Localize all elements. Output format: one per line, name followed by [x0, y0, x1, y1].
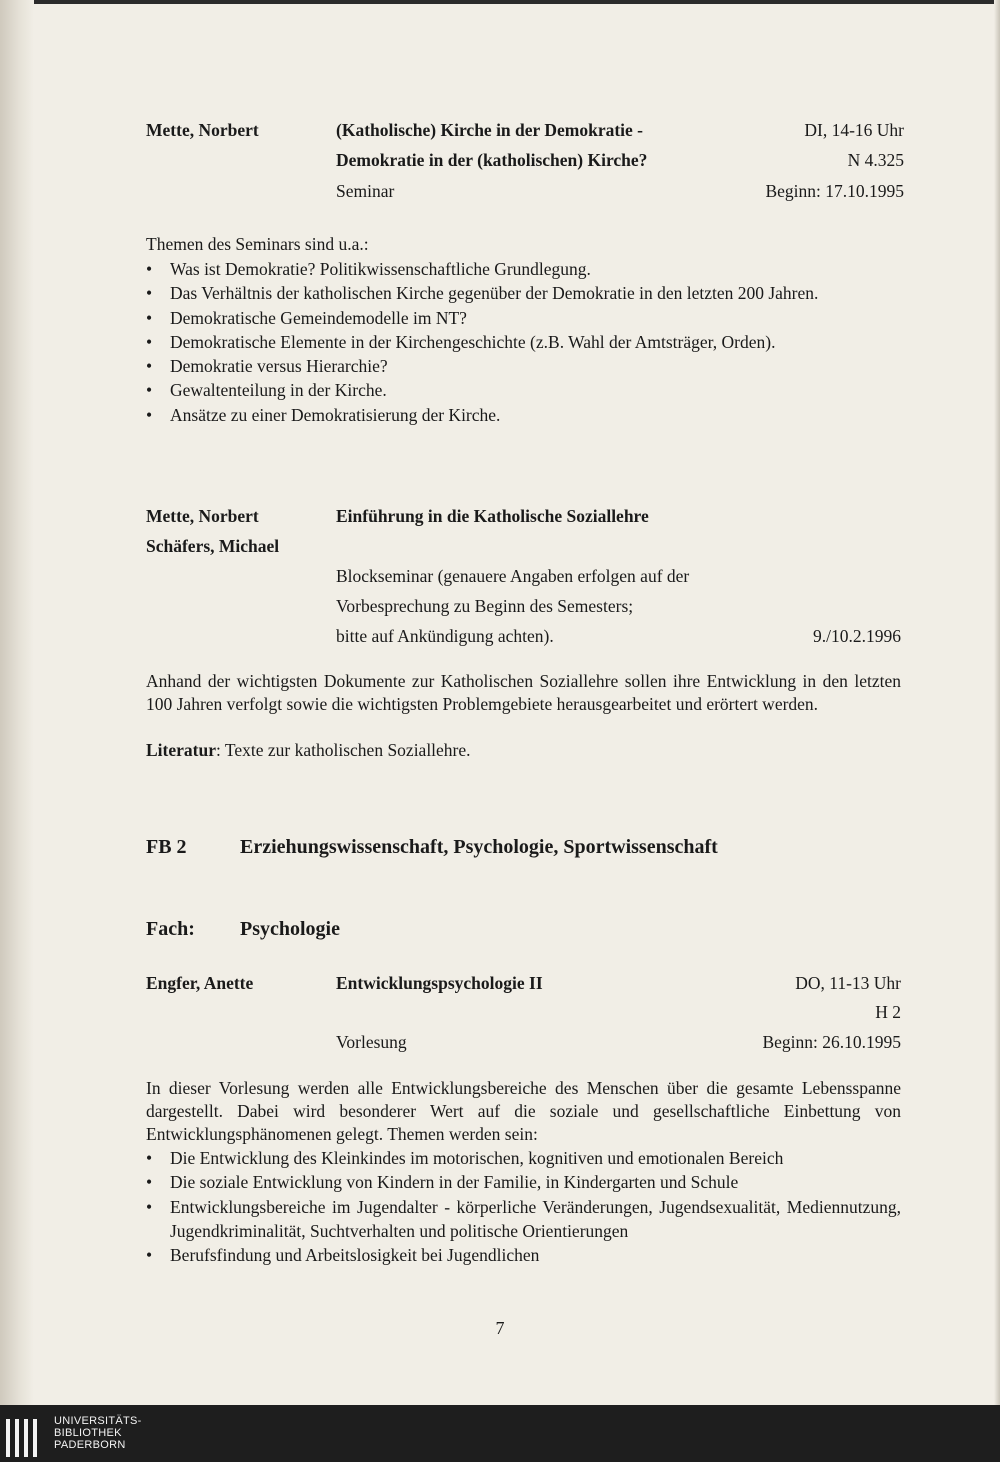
list-item: • Das Verhältnis der katholischen Kirche gegenüber der Demokratie in den letzten 200 Jahren.	[146, 281, 901, 305]
library-name-line1: UNIVERSITÄTS-	[54, 1415, 142, 1427]
list-item: • Ansätze zu einer Demokratisierung der Kirche.	[146, 403, 901, 427]
course1-title-line2: Demokratie in der (katholischen) Kirche?	[336, 150, 648, 170]
literature-label: Literatur	[146, 740, 216, 760]
list-item: • Entwicklungsbereiche im Jugendalter - körperliche Veränderungen, Jugendsexualität, Mediennutzung, Jugendkriminalität, Suchtverhalten und politische Orientierungen	[146, 1195, 901, 1244]
library-footer	[0, 1405, 1000, 1462]
course3-time: DO, 11-13 Uhr	[795, 973, 901, 993]
course3-lecturer: Engfer, Anette	[146, 973, 254, 993]
list-item: • Die soziale Entwicklung von Kindern in der Familie, in Kindergarten und Schule	[146, 1170, 901, 1194]
course2-info-line1: Blockseminar (genauere Angaben erfolgen auf der	[336, 566, 690, 586]
list-item: • Was ist Demokratie? Politikwissenschaftliche Grundlegung.	[146, 257, 901, 281]
binding-shadow	[0, 0, 34, 1405]
course1-room: N 4.325	[847, 150, 904, 170]
course1-intro: Themen des Seminars sind u.a.:	[146, 234, 369, 254]
course2-info-line3: bitte auf Ankündigung achten).	[336, 626, 554, 646]
course2-info-line2: Vorbesprechung zu Beginn des Semesters;	[336, 596, 634, 616]
course2-dates: 9./10.2.1996	[813, 626, 901, 646]
page-number: 7	[495, 1318, 505, 1338]
course3-topic-list	[146, 1146, 901, 1267]
course1-start: Beginn: 17.10.1995	[765, 181, 904, 201]
course1-time: DI, 14-16 Uhr	[804, 120, 904, 140]
list-item: • Gewaltenteilung in der Kirche.	[146, 378, 901, 402]
list-item: • Demokratische Gemeindemodelle im NT?	[146, 306, 901, 330]
list-item: • Die Entwicklung des Kleinkindes im motorischen, kognitiven und emotionalen Bereich	[146, 1146, 901, 1170]
course3-type: Vorlesung	[336, 1032, 407, 1052]
course1-lecturer: Mette, Norbert	[146, 120, 259, 140]
top-edge	[0, 0, 1000, 4]
subject-name: Psychologie	[240, 918, 340, 940]
course2-description: Anhand der wichtigsten Dokumente zur Katholischen Soziallehre sollen ihre Entwicklung in den letzten 100 Jahren verfolgt sowie die wichtigsten Problemgebiete herausgearbeitet und erörtert werden.	[146, 671, 901, 714]
section-title: Erziehungswissenschaft, Psychologie, Sportwissenschaft	[240, 836, 718, 858]
course1-topic-list	[146, 257, 901, 427]
library-name-line3: PADERBORN	[54, 1439, 126, 1451]
course2-literature	[146, 738, 471, 762]
course3-start: Beginn: 26.10.1995	[762, 1032, 901, 1052]
course3-room: H 2	[875, 1002, 901, 1022]
list-item: • Demokratie versus Hierarchie?	[146, 354, 901, 378]
library-name	[54, 1415, 142, 1451]
literature-text: : Texte zur katholischen Soziallehre.	[215, 740, 471, 760]
list-item: • Demokratische Elemente in der Kirchengeschichte (z.B. Wahl der Amtsträger, Orden).	[146, 330, 901, 354]
section-code: FB 2	[146, 836, 187, 858]
course1-title-line1: (Katholische) Kirche in der Demokratie -	[336, 120, 644, 140]
course1-type: Seminar	[336, 181, 395, 201]
course2-lecturer-2: Schäfers, Michael	[146, 536, 280, 556]
course3-description: In dieser Vorlesung werden alle Entwicklungsbereiche des Menschen über die gesamte Lebensspanne dargestellt. Dabei wird besonderer Wert auf die soziale und gesellschaftliche Einbettung von Entwicklungsphänomenen gelegt. Themen werden sein:	[146, 1078, 901, 1144]
library-logo-icon	[6, 1419, 44, 1457]
course2-title: Einführung in die Katholische Soziallehre	[336, 506, 649, 526]
library-name-line2: BIBLIOTHEK	[54, 1427, 122, 1439]
subject-label: Fach:	[146, 918, 195, 940]
course3-title: Entwicklungspsychologie II	[336, 973, 543, 993]
list-item: • Berufsfindung und Arbeitslosigkeit bei Jugendlichen	[146, 1243, 901, 1267]
page-edge	[994, 0, 1000, 1405]
course2-lecturer-1: Mette, Norbert	[146, 506, 259, 526]
